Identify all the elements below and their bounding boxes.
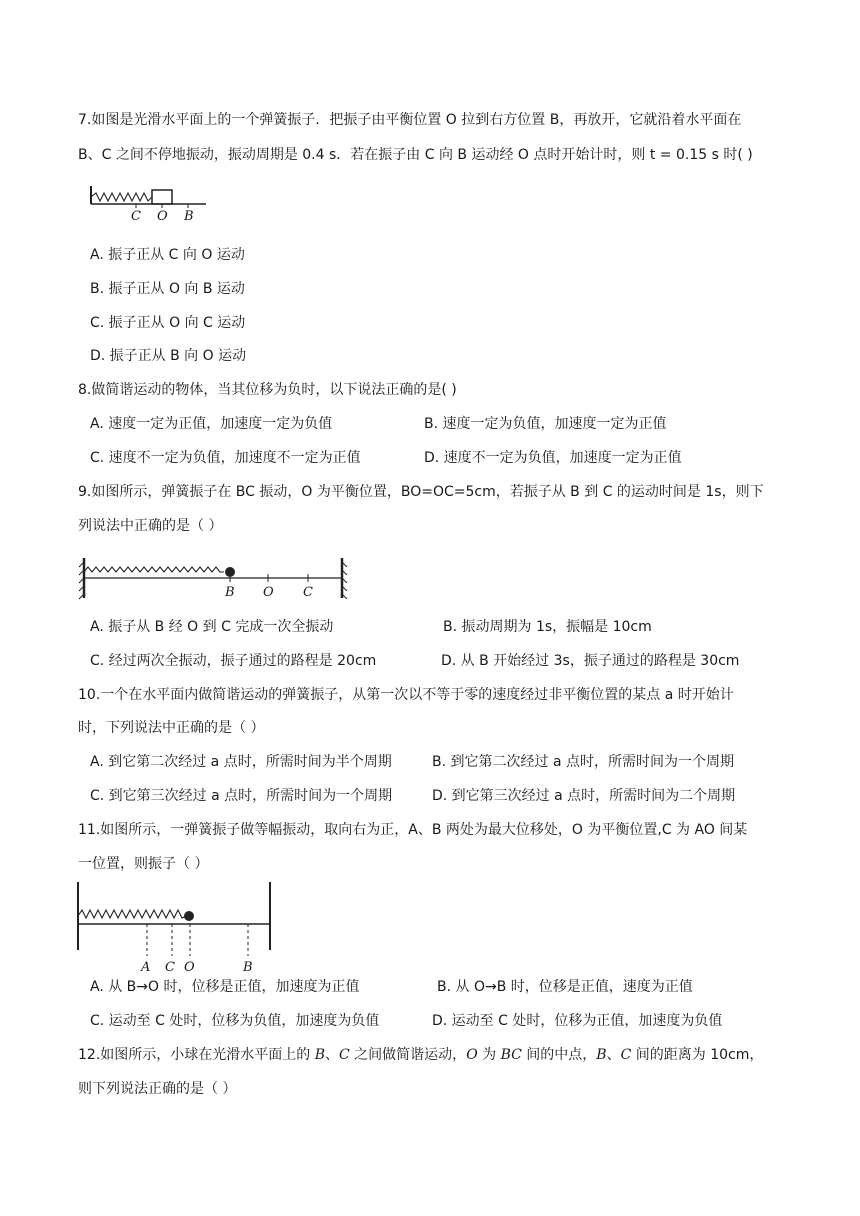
q11-label-b: B <box>243 960 253 975</box>
q8-option-b[interactable]: B. 速度一定为负值，加速度一定为正值 <box>424 416 667 432</box>
q12-stem-part-5: O <box>466 1047 478 1063</box>
q12-stem-part-3: C <box>339 1047 350 1063</box>
q12-stem-part-8: 间的中点， <box>521 1047 597 1063</box>
q11-spring-oscillator-figure <box>76 880 276 975</box>
q10-option-d[interactable]: D. 到它第三次经过 a 点时，所需时间为二个周期 <box>432 788 736 804</box>
q11-label-c: C <box>165 960 175 975</box>
q8-option-d[interactable]: D. 速度不一定为负值，加速度一定为正值 <box>424 450 682 466</box>
q9-spring-oscillator-figure <box>78 556 350 602</box>
q12-stem-part-11: C <box>620 1047 632 1063</box>
q10-stem-line2: 时，下列说法中正确的是（ ） <box>78 720 265 736</box>
q8-option-c[interactable]: C. 速度不一定为负值，加速度不一定为正值 <box>90 450 361 466</box>
q7-option-b[interactable]: B. 振子正从 O 向 B 运动 <box>90 281 245 297</box>
q7-option-c[interactable]: C. 振子正从 O 向 C 运动 <box>90 315 246 331</box>
q11-label-a: A <box>141 960 151 975</box>
q12-stem-part-4: 之间做简谐运动， <box>349 1047 467 1063</box>
q11-option-c[interactable]: C. 运动至 C 处时，位移为负值，加速度为负值 <box>90 1013 380 1029</box>
q10-stem-line1: 10.一个在水平面内做简谐运动的弹簧振子，从第一次以不等于零的速度经过非平衡位置的某点 a 时开始计 <box>78 687 734 703</box>
q7-stem-line1: 7.如图是光滑水平面上的一个弹簧振子．把振子由平衡位置 O 拉到右方位置 B，再放开，它就沿着水平面在 <box>78 112 742 128</box>
q12-stem-part-2: 、 <box>325 1047 340 1063</box>
q9-option-b[interactable]: B. 振动周期为 1s，振幅是 10cm <box>443 619 652 635</box>
q7-label-o: O <box>157 209 168 224</box>
q8-option-a[interactable]: A. 速度一定为正值，加速度一定为负值 <box>90 416 333 432</box>
q7-option-a[interactable]: A. 振子正从 C 向 O 运动 <box>90 247 245 263</box>
q9-option-d[interactable]: D. 从 B 开始经过 3s，振子通过的路程是 30cm <box>441 653 740 669</box>
q10-option-c[interactable]: C. 到它第三次经过 a 点时，所需时间为一个周期 <box>90 788 393 804</box>
q7-stem-line2: B、C 之间不停地振动，振动周期是 0.4 s．若在振子由 C 向 B 运动经 O 点时开始计时，则 t = 0.15 s 时( ) <box>78 147 753 163</box>
q12-stem-part-6: 为 <box>477 1047 501 1063</box>
q12-stem-part-10: 、 <box>606 1047 621 1063</box>
q10-option-b[interactable]: B. 到它第二次经过 a 点时，所需时间为一个周期 <box>432 754 734 770</box>
q7-spring-oscillator-figure <box>88 184 218 224</box>
q9-label-b: B <box>225 585 235 600</box>
q11-stem-line1: 11.如图所示，一弹簧振子做等幅振动，取向右为正，A、B 两处为最大位移处，O 为平衡位置,C 为 AO 间某 <box>78 822 748 838</box>
q11-stem-line2: 一位置，则振子（ ） <box>78 856 209 872</box>
q9-stem-line2: 列说法中正确的是（ ） <box>78 518 223 534</box>
q12-stem-line2: 则下列说法正确的是（ ） <box>78 1081 237 1097</box>
q11-option-d[interactable]: D. 运动至 C 处时，位移为正值，加速度为负值 <box>432 1013 723 1029</box>
q10-option-a[interactable]: A. 到它第二次经过 a 点时，所需时间为半个周期 <box>90 754 392 770</box>
q12-stem-part-1: B <box>314 1047 326 1063</box>
q9-stem-line1: 9.如图所示，弹簧振子在 BC 振动，O 为平衡位置，BO=OC=5cm，若振子从 B 到 C 的运动时间是 1s，则下 <box>78 484 764 500</box>
q12-stem-part-0: 12.如图所示，小球在光滑水平面上的 <box>78 1047 315 1063</box>
q8-stem-line1: 8.做简谐运动的物体，当其位移为负时，以下说法正确的是( ) <box>78 382 457 398</box>
q11-label-o: O <box>184 960 195 975</box>
q12-stem-part-12: 间的距离为 10cm， <box>631 1047 764 1063</box>
q11-option-b[interactable]: B. 从 O→B 时，位移是正值，速度为正值 <box>437 979 693 995</box>
q12-stem-part-7: BC <box>500 1047 522 1063</box>
q7-label-b: B <box>184 209 194 224</box>
q7-option-d[interactable]: D. 振子正从 B 向 O 运动 <box>90 348 247 364</box>
q9-label-o: O <box>263 585 274 600</box>
q11-option-a[interactable]: A. 从 B→O 时，位移是正值，加速度为正值 <box>90 979 360 995</box>
q12-stem-part-9: B <box>596 1047 607 1063</box>
q7-label-c: C <box>131 209 141 224</box>
q9-label-c: C <box>303 585 313 600</box>
q9-option-c[interactable]: C. 经过两次全振动，振子通过的路程是 20cm <box>90 653 377 669</box>
q9-option-a[interactable]: A. 振子从 B 经 O 到 C 完成一次全振动 <box>90 619 334 635</box>
q12-stem-line1 <box>78 1045 763 1065</box>
